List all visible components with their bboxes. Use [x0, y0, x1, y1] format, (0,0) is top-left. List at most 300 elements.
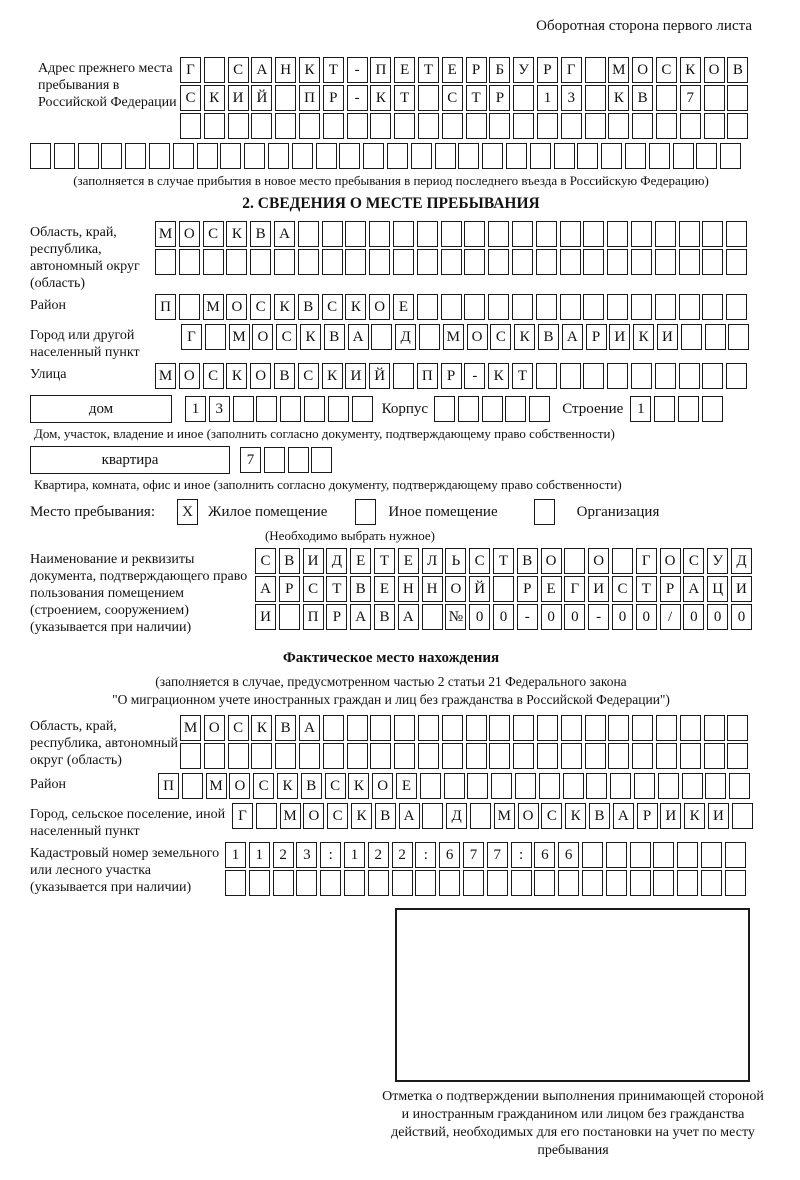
char-cell[interactable] [727, 113, 748, 139]
char-cell[interactable]: К [348, 773, 369, 799]
char-cell[interactable] [677, 870, 698, 896]
char-cell[interactable] [536, 363, 557, 389]
char-cell[interactable]: - [588, 604, 609, 630]
char-cell[interactable] [585, 113, 606, 139]
char-cell[interactable]: О [445, 576, 466, 602]
char-cell[interactable] [583, 221, 604, 247]
char-cell[interactable]: О [372, 773, 393, 799]
char-cell[interactable] [656, 715, 677, 741]
char-cell[interactable] [417, 294, 438, 320]
char-cell[interactable]: Й [251, 85, 272, 111]
char-cell[interactable] [442, 113, 463, 139]
char-cell[interactable] [585, 743, 606, 769]
char-cell[interactable] [149, 143, 170, 169]
char-cell[interactable]: 0 [612, 604, 633, 630]
char-cell[interactable]: О [467, 324, 488, 350]
char-cell[interactable]: К [299, 57, 320, 83]
char-cell[interactable] [702, 294, 723, 320]
char-cell[interactable] [561, 113, 582, 139]
char-cell[interactable]: К [608, 85, 629, 111]
char-cell[interactable]: Р [537, 57, 558, 83]
char-cell[interactable]: Е [350, 548, 371, 574]
char-cell[interactable]: С [253, 773, 274, 799]
char-cell[interactable] [419, 324, 440, 350]
char-cell[interactable] [583, 294, 604, 320]
char-cell[interactable] [704, 715, 725, 741]
char-cell[interactable] [678, 396, 699, 422]
char-cell[interactable]: 1 [185, 396, 206, 422]
char-cell[interactable] [539, 773, 560, 799]
char-cell[interactable] [444, 773, 465, 799]
char-cell[interactable]: О [704, 57, 725, 83]
char-cell[interactable] [704, 743, 725, 769]
char-cell[interactable] [505, 396, 526, 422]
char-cell[interactable] [677, 842, 698, 868]
char-cell[interactable] [534, 870, 555, 896]
char-cell[interactable] [299, 743, 320, 769]
char-cell[interactable] [701, 870, 722, 896]
char-cell[interactable]: 3 [209, 396, 230, 422]
char-cell[interactable] [420, 773, 441, 799]
char-cell[interactable] [226, 249, 247, 275]
char-cell[interactable]: 1 [249, 842, 270, 868]
char-cell[interactable] [435, 143, 456, 169]
char-cell[interactable] [466, 715, 487, 741]
char-cell[interactable] [434, 396, 455, 422]
char-cell[interactable] [512, 221, 533, 247]
char-cell[interactable] [704, 113, 725, 139]
char-cell[interactable] [298, 221, 319, 247]
char-cell[interactable]: К [370, 85, 391, 111]
char-cell[interactable]: К [277, 773, 298, 799]
char-cell[interactable] [467, 773, 488, 799]
char-cell[interactable]: А [399, 803, 420, 829]
char-cell[interactable]: Т [418, 57, 439, 83]
char-cell[interactable]: Е [541, 576, 562, 602]
char-cell[interactable]: О [632, 57, 653, 83]
char-cell[interactable]: Р [586, 324, 607, 350]
char-cell[interactable] [610, 773, 631, 799]
char-cell[interactable] [560, 249, 581, 275]
char-cell[interactable]: : [320, 842, 341, 868]
char-cell[interactable]: 2 [392, 842, 413, 868]
char-cell[interactable]: Ц [707, 576, 728, 602]
char-cell[interactable] [529, 396, 550, 422]
char-cell[interactable] [101, 143, 122, 169]
char-cell[interactable] [347, 113, 368, 139]
char-cell[interactable]: В [727, 57, 748, 83]
char-cell[interactable]: С [541, 803, 562, 829]
char-cell[interactable]: И [345, 363, 366, 389]
char-cell[interactable]: А [274, 221, 295, 247]
char-cell[interactable]: Т [493, 548, 514, 574]
char-cell[interactable] [394, 743, 415, 769]
char-cell[interactable] [275, 113, 296, 139]
char-cell[interactable] [558, 870, 579, 896]
char-cell[interactable] [680, 743, 701, 769]
char-cell[interactable]: 7 [240, 447, 261, 473]
char-cell[interactable] [323, 743, 344, 769]
char-cell[interactable] [78, 143, 99, 169]
char-cell[interactable] [393, 363, 414, 389]
char-cell[interactable] [696, 143, 717, 169]
char-cell[interactable] [513, 715, 534, 741]
char-cell[interactable]: Й [369, 363, 390, 389]
char-cell[interactable]: И [588, 576, 609, 602]
char-cell[interactable]: К [633, 324, 654, 350]
char-cell[interactable] [728, 324, 749, 350]
char-cell[interactable]: К [514, 324, 535, 350]
char-cell[interactable] [511, 870, 532, 896]
char-cell[interactable] [369, 221, 390, 247]
char-cell[interactable] [250, 249, 271, 275]
char-cell[interactable] [606, 842, 627, 868]
char-cell[interactable] [680, 113, 701, 139]
char-cell[interactable]: А [683, 576, 704, 602]
char-cell[interactable]: 0 [683, 604, 704, 630]
char-cell[interactable]: 0 [541, 604, 562, 630]
char-cell[interactable] [464, 221, 485, 247]
char-cell[interactable] [203, 249, 224, 275]
char-cell[interactable] [655, 294, 676, 320]
char-cell[interactable]: С [298, 363, 319, 389]
char-cell[interactable] [554, 143, 575, 169]
char-cell[interactable]: А [348, 324, 369, 350]
char-cell[interactable] [417, 221, 438, 247]
char-cell[interactable]: К [565, 803, 586, 829]
char-cell[interactable] [582, 842, 603, 868]
char-cell[interactable] [679, 221, 700, 247]
char-cell[interactable] [655, 249, 676, 275]
char-cell[interactable] [702, 221, 723, 247]
char-cell[interactable] [256, 396, 277, 422]
char-cell[interactable] [701, 842, 722, 868]
char-cell[interactable]: И [255, 604, 276, 630]
char-cell[interactable]: 1 [537, 85, 558, 111]
char-cell[interactable]: С [228, 57, 249, 83]
char-cell[interactable] [441, 221, 462, 247]
char-cell[interactable]: В [517, 548, 538, 574]
char-cell[interactable] [256, 803, 277, 829]
char-cell[interactable] [393, 221, 414, 247]
char-cell[interactable] [482, 143, 503, 169]
char-cell[interactable]: В [275, 715, 296, 741]
char-cell[interactable]: О [588, 548, 609, 574]
char-cell[interactable]: С [442, 85, 463, 111]
char-cell[interactable]: Й [469, 576, 490, 602]
char-cell[interactable]: 0 [731, 604, 752, 630]
char-cell[interactable] [704, 85, 725, 111]
char-cell[interactable] [561, 715, 582, 741]
char-cell[interactable]: К [300, 324, 321, 350]
char-cell[interactable]: С [469, 548, 490, 574]
char-cell[interactable]: М [280, 803, 301, 829]
char-cell[interactable] [512, 294, 533, 320]
char-cell[interactable] [322, 249, 343, 275]
char-cell[interactable] [204, 113, 225, 139]
char-cell[interactable]: О [660, 548, 681, 574]
char-cell[interactable]: Т [323, 57, 344, 83]
char-cell[interactable]: / [660, 604, 681, 630]
char-cell[interactable] [607, 221, 628, 247]
char-cell[interactable] [564, 548, 585, 574]
char-cell[interactable] [344, 870, 365, 896]
char-cell[interactable] [488, 221, 509, 247]
char-cell[interactable] [607, 249, 628, 275]
char-cell[interactable]: И [731, 576, 752, 602]
char-cell[interactable] [274, 249, 295, 275]
char-cell[interactable] [606, 870, 627, 896]
char-cell[interactable] [347, 715, 368, 741]
char-cell[interactable] [180, 113, 201, 139]
char-cell[interactable]: Т [512, 363, 533, 389]
char-cell[interactable]: Т [374, 548, 395, 574]
char-cell[interactable]: А [398, 604, 419, 630]
char-cell[interactable] [458, 143, 479, 169]
char-cell[interactable] [296, 870, 317, 896]
char-cell[interactable] [732, 803, 753, 829]
char-cell[interactable]: Р [637, 803, 658, 829]
char-cell[interactable] [680, 715, 701, 741]
char-cell[interactable]: Б [489, 57, 510, 83]
char-cell[interactable]: М [155, 363, 176, 389]
char-cell[interactable]: Т [394, 85, 415, 111]
char-cell[interactable] [418, 113, 439, 139]
char-cell[interactable] [679, 363, 700, 389]
char-cell[interactable] [268, 143, 289, 169]
char-cell[interactable]: В [324, 324, 345, 350]
char-cell[interactable]: О [252, 324, 273, 350]
char-cell[interactable] [275, 85, 296, 111]
char-cell[interactable] [292, 143, 313, 169]
char-cell[interactable]: Н [275, 57, 296, 83]
char-cell[interactable] [466, 743, 487, 769]
char-cell[interactable] [489, 715, 510, 741]
char-cell[interactable] [726, 363, 747, 389]
char-cell[interactable] [179, 249, 200, 275]
char-cell[interactable]: Т [636, 576, 657, 602]
char-cell[interactable] [441, 249, 462, 275]
char-cell[interactable] [655, 363, 676, 389]
char-cell[interactable]: П [299, 85, 320, 111]
char-cell[interactable] [561, 743, 582, 769]
char-cell[interactable] [345, 221, 366, 247]
char-cell[interactable]: Д [731, 548, 752, 574]
char-cell[interactable] [608, 743, 629, 769]
char-cell[interactable] [422, 604, 443, 630]
char-cell[interactable] [251, 743, 272, 769]
char-cell[interactable]: Г [232, 803, 253, 829]
char-cell[interactable] [726, 294, 747, 320]
char-cell[interactable]: Р [323, 85, 344, 111]
char-cell[interactable]: К [226, 363, 247, 389]
char-cell[interactable] [328, 396, 349, 422]
char-cell[interactable]: К [204, 85, 225, 111]
char-cell[interactable]: В [250, 221, 271, 247]
char-cell[interactable] [363, 143, 384, 169]
char-cell[interactable]: С [276, 324, 297, 350]
char-cell[interactable]: Н [398, 576, 419, 602]
char-cell[interactable]: № [445, 604, 466, 630]
char-cell[interactable]: - [347, 85, 368, 111]
char-cell[interactable]: В [589, 803, 610, 829]
char-cell[interactable] [418, 85, 439, 111]
char-cell[interactable]: О [179, 363, 200, 389]
char-cell[interactable]: В [374, 604, 395, 630]
char-cell[interactable] [727, 715, 748, 741]
char-cell[interactable]: X [177, 499, 198, 525]
char-cell[interactable] [352, 396, 373, 422]
char-cell[interactable] [220, 143, 241, 169]
char-cell[interactable]: 0 [469, 604, 490, 630]
char-cell[interactable]: 7 [487, 842, 508, 868]
char-cell[interactable] [323, 113, 344, 139]
char-cell[interactable] [179, 294, 200, 320]
char-cell[interactable] [233, 396, 254, 422]
char-cell[interactable]: Е [393, 294, 414, 320]
char-cell[interactable]: - [464, 363, 485, 389]
char-cell[interactable] [394, 113, 415, 139]
char-cell[interactable] [488, 294, 509, 320]
char-cell[interactable] [442, 715, 463, 741]
char-cell[interactable]: О [229, 773, 250, 799]
char-cell[interactable] [726, 249, 747, 275]
char-cell[interactable] [320, 870, 341, 896]
char-cell[interactable] [345, 249, 366, 275]
char-cell[interactable] [720, 143, 741, 169]
char-cell[interactable]: И [657, 324, 678, 350]
char-cell[interactable] [658, 773, 679, 799]
char-cell[interactable]: С [322, 294, 343, 320]
char-cell[interactable]: Н [422, 576, 443, 602]
char-cell[interactable]: Г [561, 57, 582, 83]
char-cell[interactable] [515, 773, 536, 799]
char-cell[interactable] [513, 743, 534, 769]
char-cell[interactable]: Р [660, 576, 681, 602]
char-cell[interactable] [607, 363, 628, 389]
char-cell[interactable] [655, 221, 676, 247]
char-cell[interactable]: С [228, 715, 249, 741]
char-cell[interactable] [654, 396, 675, 422]
char-cell[interactable] [634, 773, 655, 799]
char-cell[interactable]: К [226, 221, 247, 247]
char-cell[interactable] [653, 842, 674, 868]
char-cell[interactable]: Д [395, 324, 416, 350]
char-cell[interactable]: О [518, 803, 539, 829]
char-cell[interactable]: Р [279, 576, 300, 602]
char-cell[interactable]: О [250, 363, 271, 389]
char-cell[interactable] [204, 743, 225, 769]
char-cell[interactable] [673, 143, 694, 169]
char-cell[interactable] [601, 143, 622, 169]
char-cell[interactable]: 2 [368, 842, 389, 868]
char-cell[interactable] [298, 249, 319, 275]
char-cell[interactable]: С [683, 548, 704, 574]
char-cell[interactable]: 1 [630, 396, 651, 422]
char-cell[interactable] [563, 773, 584, 799]
char-cell[interactable] [702, 249, 723, 275]
char-cell[interactable]: И [303, 548, 324, 574]
char-cell[interactable]: С [656, 57, 677, 83]
char-cell[interactable]: - [517, 604, 538, 630]
char-cell[interactable] [608, 715, 629, 741]
char-cell[interactable]: С [303, 576, 324, 602]
char-cell[interactable] [536, 294, 557, 320]
char-cell[interactable] [725, 870, 746, 896]
char-cell[interactable] [323, 715, 344, 741]
char-cell[interactable]: 7 [463, 842, 484, 868]
char-cell[interactable] [273, 870, 294, 896]
char-cell[interactable] [316, 143, 337, 169]
char-cell[interactable] [582, 870, 603, 896]
char-cell[interactable]: К [680, 57, 701, 83]
char-cell[interactable]: Т [326, 576, 347, 602]
char-cell[interactable]: К [345, 294, 366, 320]
char-cell[interactable]: К [488, 363, 509, 389]
char-cell[interactable]: Е [374, 576, 395, 602]
char-cell[interactable]: М [203, 294, 224, 320]
char-cell[interactable] [387, 143, 408, 169]
char-cell[interactable]: В [298, 294, 319, 320]
char-cell[interactable] [441, 294, 462, 320]
char-cell[interactable] [225, 870, 246, 896]
char-cell[interactable] [632, 113, 653, 139]
char-cell[interactable]: В [632, 85, 653, 111]
char-cell[interactable]: К [322, 363, 343, 389]
char-cell[interactable]: С [180, 85, 201, 111]
char-cell[interactable] [560, 294, 581, 320]
char-cell[interactable]: М [494, 803, 515, 829]
char-cell[interactable] [537, 715, 558, 741]
char-cell[interactable] [536, 249, 557, 275]
char-cell[interactable] [418, 715, 439, 741]
char-cell[interactable]: В [301, 773, 322, 799]
char-cell[interactable]: 6 [439, 842, 460, 868]
char-cell[interactable]: У [707, 548, 728, 574]
char-cell[interactable]: 1 [225, 842, 246, 868]
char-cell[interactable] [530, 143, 551, 169]
char-cell[interactable]: О [179, 221, 200, 247]
char-cell[interactable]: К [684, 803, 705, 829]
char-cell[interactable] [470, 803, 491, 829]
char-cell[interactable]: Г [636, 548, 657, 574]
char-cell[interactable]: В [375, 803, 396, 829]
char-cell[interactable]: Е [394, 57, 415, 83]
char-cell[interactable] [280, 396, 301, 422]
char-cell[interactable]: А [255, 576, 276, 602]
char-cell[interactable] [577, 143, 598, 169]
char-cell[interactable] [725, 842, 746, 868]
char-cell[interactable] [491, 773, 512, 799]
char-cell[interactable]: С [612, 576, 633, 602]
char-cell[interactable]: С [203, 221, 224, 247]
char-cell[interactable] [682, 773, 703, 799]
char-cell[interactable] [631, 363, 652, 389]
char-cell[interactable] [204, 57, 225, 83]
char-cell[interactable]: О [303, 803, 324, 829]
char-cell[interactable] [355, 499, 376, 525]
char-cell[interactable]: Р [441, 363, 462, 389]
char-cell[interactable] [632, 715, 653, 741]
char-cell[interactable] [458, 396, 479, 422]
char-cell[interactable] [415, 870, 436, 896]
char-cell[interactable] [585, 85, 606, 111]
char-cell[interactable] [442, 743, 463, 769]
char-cell[interactable] [560, 221, 581, 247]
char-cell[interactable] [681, 324, 702, 350]
char-cell[interactable] [418, 743, 439, 769]
char-cell[interactable]: О [541, 548, 562, 574]
